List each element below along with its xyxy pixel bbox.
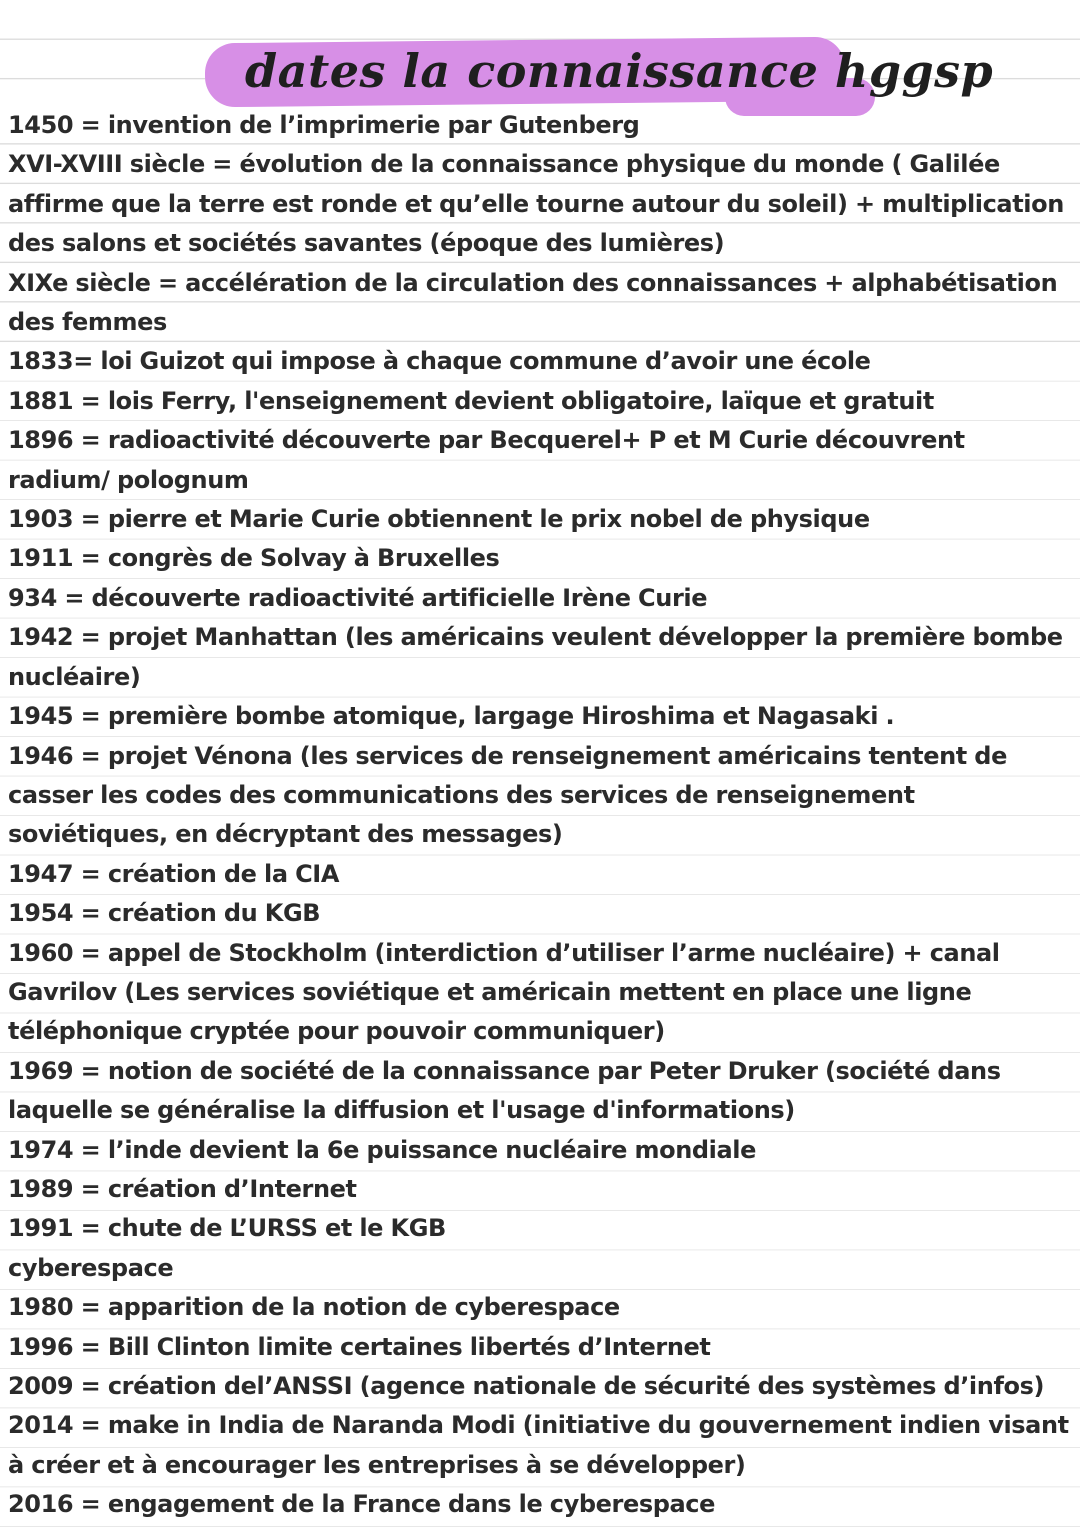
entry-1881: 1881 = lois Ferry, l'enseignement devient obligatoire, laïque et gratuit <box>8 386 934 415</box>
entry-xixe: XIXe siècle = accélération de la circulation des connaissances + alphabétisation des femmes <box>8 268 1058 337</box>
entry-xvi-xviii: XVI-XVIII siècle = évolution de la connaissance physique du monde ( Galilée affirme que la terre est ronde et qu’elle tourne autour du soleil) + multiplication des salons et sociétés savantes (époque des lumières) <box>8 150 1064 258</box>
entry-2009: 2009 = création del’ANSSI (agence nationale de sécurité des systèmes d’infos) <box>8 1372 1045 1400</box>
dates-list <box>8 106 1072 1525</box>
entry-1450: 1450 = invention de l’imprimerie par Gutenberg <box>8 111 640 139</box>
entry-934: 934 = découverte radioactivité artificielle Irène Curie <box>8 583 708 612</box>
entry-1989: 1989 = création d’Internet <box>8 1174 357 1203</box>
entry-1911: 1911 = congrès de Solvay à Bruxelles <box>8 544 500 573</box>
entry-1946: 1946 = projet Vénona (les services de renseignement américains tentent de casser les codes des communications des services de renseignement soviétiques, en décryptant des messages) <box>8 741 1007 849</box>
entry-1947: 1947 = création de la CIA <box>8 859 339 888</box>
entry-2014: 2014 = make in India de Naranda Modi (initiative du gouvernement indien visant à créer et à encourager les entreprises à se développer) <box>8 1411 1069 1479</box>
entry-1991: 1991 = chute de L’URSS et le KGB <box>8 1214 446 1243</box>
entry-1969: 1969 = notion de société de la connaissance par Peter Druker (société dans laquelle se généralise la diffusion et l'usage d'informations) <box>8 1056 1001 1125</box>
section-heading-cyberespace: cyberespace <box>8 1253 174 1282</box>
entry-1996: 1996 = Bill Clinton limite certaines libertés d’Internet <box>8 1332 711 1361</box>
entry-1980: 1980 = apparition de la notion de cyberespace <box>8 1293 620 1322</box>
entry-1974: 1974 = l’inde devient la 6e puissance nucléaire mondiale <box>8 1135 756 1164</box>
page-title: dates la connaissance hggsp <box>245 44 994 98</box>
entry-1833: 1833= loi Guizot qui impose à chaque commune d’avoir une école <box>8 347 871 376</box>
entry-2016: 2016 = engagement de la France dans le cyberespace <box>8 1490 716 1519</box>
entry-1903: 1903 = pierre et Marie Curie obtiennent le prix nobel de physique <box>8 505 870 534</box>
entry-1942: 1942 = projet Manhattan (les américains veulent développer la première bombe nucléaire) <box>8 623 1063 691</box>
entry-1945: 1945 = première bombe atomique, largage Hiroshima et Nagasaki . <box>8 702 895 731</box>
entry-1960: 1960 = appel de Stockholm (interdiction d’utiliser l’arme nucléaire) + canal Gavrilov (Les services soviétique et américain mettent en place une ligne téléphonique cryptée pour pouvoir communiquer) <box>8 938 1000 1046</box>
entry-1896: 1896 = radioactivité découverte par Becquerel+ P et M Curie découvrent radium/ polognum <box>8 426 965 494</box>
entry-1954: 1954 = création du KGB <box>8 899 321 928</box>
